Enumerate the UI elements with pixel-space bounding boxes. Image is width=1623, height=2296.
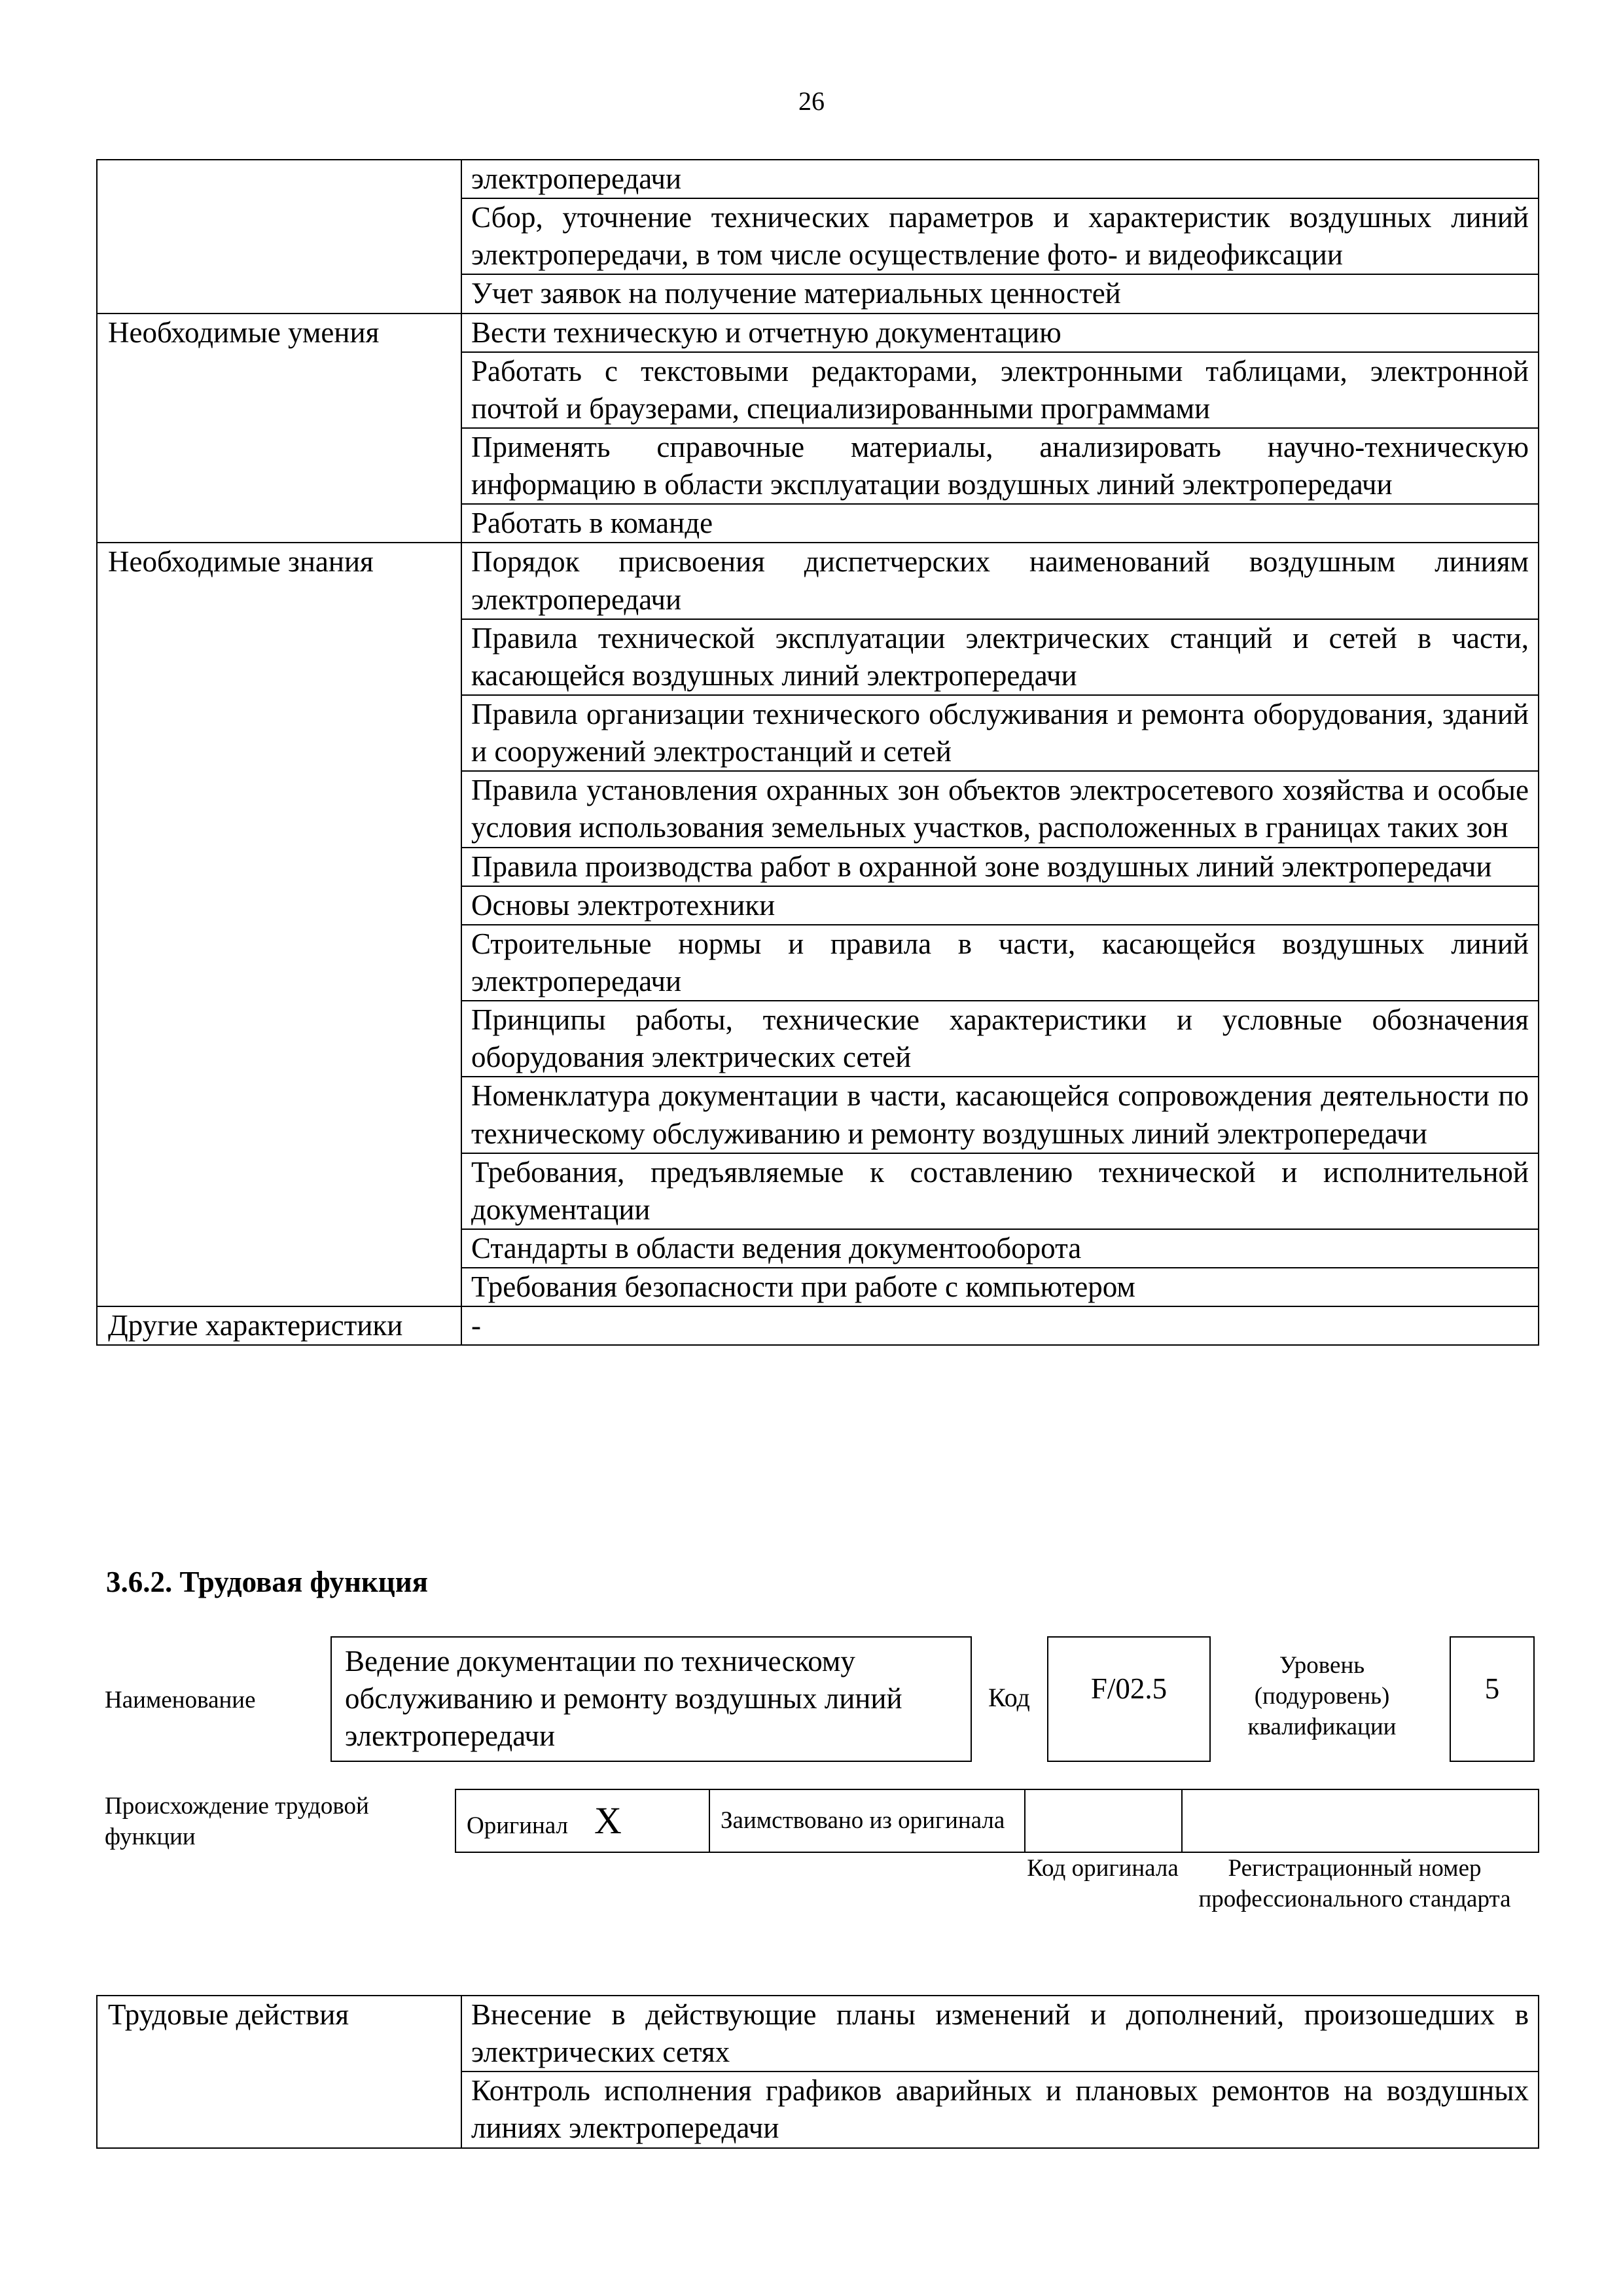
row-text: Сбор, уточнение технических параметров и характеристик воздушных линий электропередачи, в том числе осуществление фото- и видеофиксации — [461, 198, 1539, 274]
original-mark: X — [594, 1799, 622, 1842]
row-text: Номенклатура документации в части, касающейся сопровождения деятельности по техническому обслуживанию и ремонту воздушных линий электропередачи — [461, 1077, 1539, 1153]
row-text: Внесение в действующие планы изменений и дополнений, произошедших в электрических сетях — [461, 1996, 1539, 2072]
function-name-box: Ведение документации по техническому обслуживанию и ремонту воздушных линий электропередачи — [330, 1636, 972, 1762]
row-text: Контроль исполнения графиков аварийных и плановых ремонтов на воздушных линиях электропередачи — [461, 2072, 1539, 2147]
borrowed-cell: Заимствовано из оригинала — [709, 1789, 1025, 1852]
row-label-knowledge: Необходимые знания — [97, 543, 461, 1306]
origin-label: Происхождение трудовой функции — [105, 1793, 369, 1850]
code-value-box: F/02.5 — [1047, 1636, 1211, 1762]
row-text: электропередачи — [461, 160, 1539, 198]
row-text: Правила установления охранных зон объектов электросетевого хозяйства и особые условия использования земельных участков, расположенных в границах таких зон — [461, 771, 1539, 847]
row-text: Основы электротехники — [461, 886, 1539, 925]
table-row — [455, 1789, 1539, 1852]
row-text: Применять справочные материалы, анализировать научно-техническую информацию в области эксплуатации воздушных линий электропередачи — [461, 428, 1539, 504]
row-text: Работать с текстовыми редакторами, электронными таблицами, электронной почтой и браузерами, специализированными программами — [461, 352, 1539, 428]
row-text: Требования, предъявляемые к составлению технической и исполнительной документации — [461, 1153, 1539, 1229]
row-label — [97, 160, 461, 314]
row-text: Учет заявок на получение материальных ценностей — [461, 274, 1539, 313]
row-text: Правила технической эксплуатации электрических станций и сетей в части, касающейся воздушных линий электропередачи — [461, 619, 1539, 695]
original-label: Оригинал — [467, 1812, 569, 1840]
level-value-box: 5 — [1450, 1636, 1535, 1762]
row-text: Требования безопасности при работе с компьютером — [461, 1268, 1539, 1306]
section-heading: 3.6.2. Трудовая функция — [106, 1566, 429, 1598]
row-label-skills: Необходимые умения — [97, 314, 461, 543]
row-label-other: Другие характеристики — [97, 1306, 461, 1345]
original-code-label: Код оригинала — [1027, 1855, 1179, 1882]
actions-label: Трудовые действия — [97, 1996, 461, 2148]
table-row — [97, 160, 1539, 198]
origin-table — [455, 1789, 1539, 1853]
row-text: Вести техническую и отчетную документацию — [461, 314, 1539, 352]
table-row — [97, 1306, 1539, 1345]
row-text: Стандарты в области ведения документооборота — [461, 1229, 1539, 1268]
actions-table — [96, 1995, 1539, 2149]
table-row — [97, 314, 1539, 352]
original-cell — [455, 1789, 709, 1852]
table-row — [97, 1996, 1539, 2072]
row-text: - — [461, 1306, 1539, 1345]
original-code-cell — [1025, 1789, 1182, 1852]
table-row — [97, 543, 1539, 619]
code-label: Код — [988, 1683, 1030, 1712]
row-text: Правила организации технического обслуживания и ремонта оборудования, зданий и сооружений электростанций и сетей — [461, 695, 1539, 771]
competency-table — [96, 159, 1539, 1346]
level-label: Уровень (подуровень) квалификации — [1247, 1652, 1397, 1740]
reg-number-label: Регистрационный номер профессионального стандарта — [1198, 1855, 1511, 1912]
row-text: Правила производства работ в охранной зоне воздушных линий электропередачи — [461, 848, 1539, 886]
page-number: 26 — [798, 86, 825, 116]
row-text: Строительные нормы и правила в части, касающейся воздушных линий электропередачи — [461, 925, 1539, 1001]
row-text: Работать в команде — [461, 504, 1539, 543]
name-label: Наименование — [105, 1687, 256, 1713]
row-text: Принципы работы, технические характеристики и условные обозначения оборудования электрических сетей — [461, 1001, 1539, 1077]
row-text: Порядок присвоения диспетчерских наименований воздушным линиям электропередачи — [461, 543, 1539, 619]
reg-number-cell — [1182, 1789, 1539, 1852]
